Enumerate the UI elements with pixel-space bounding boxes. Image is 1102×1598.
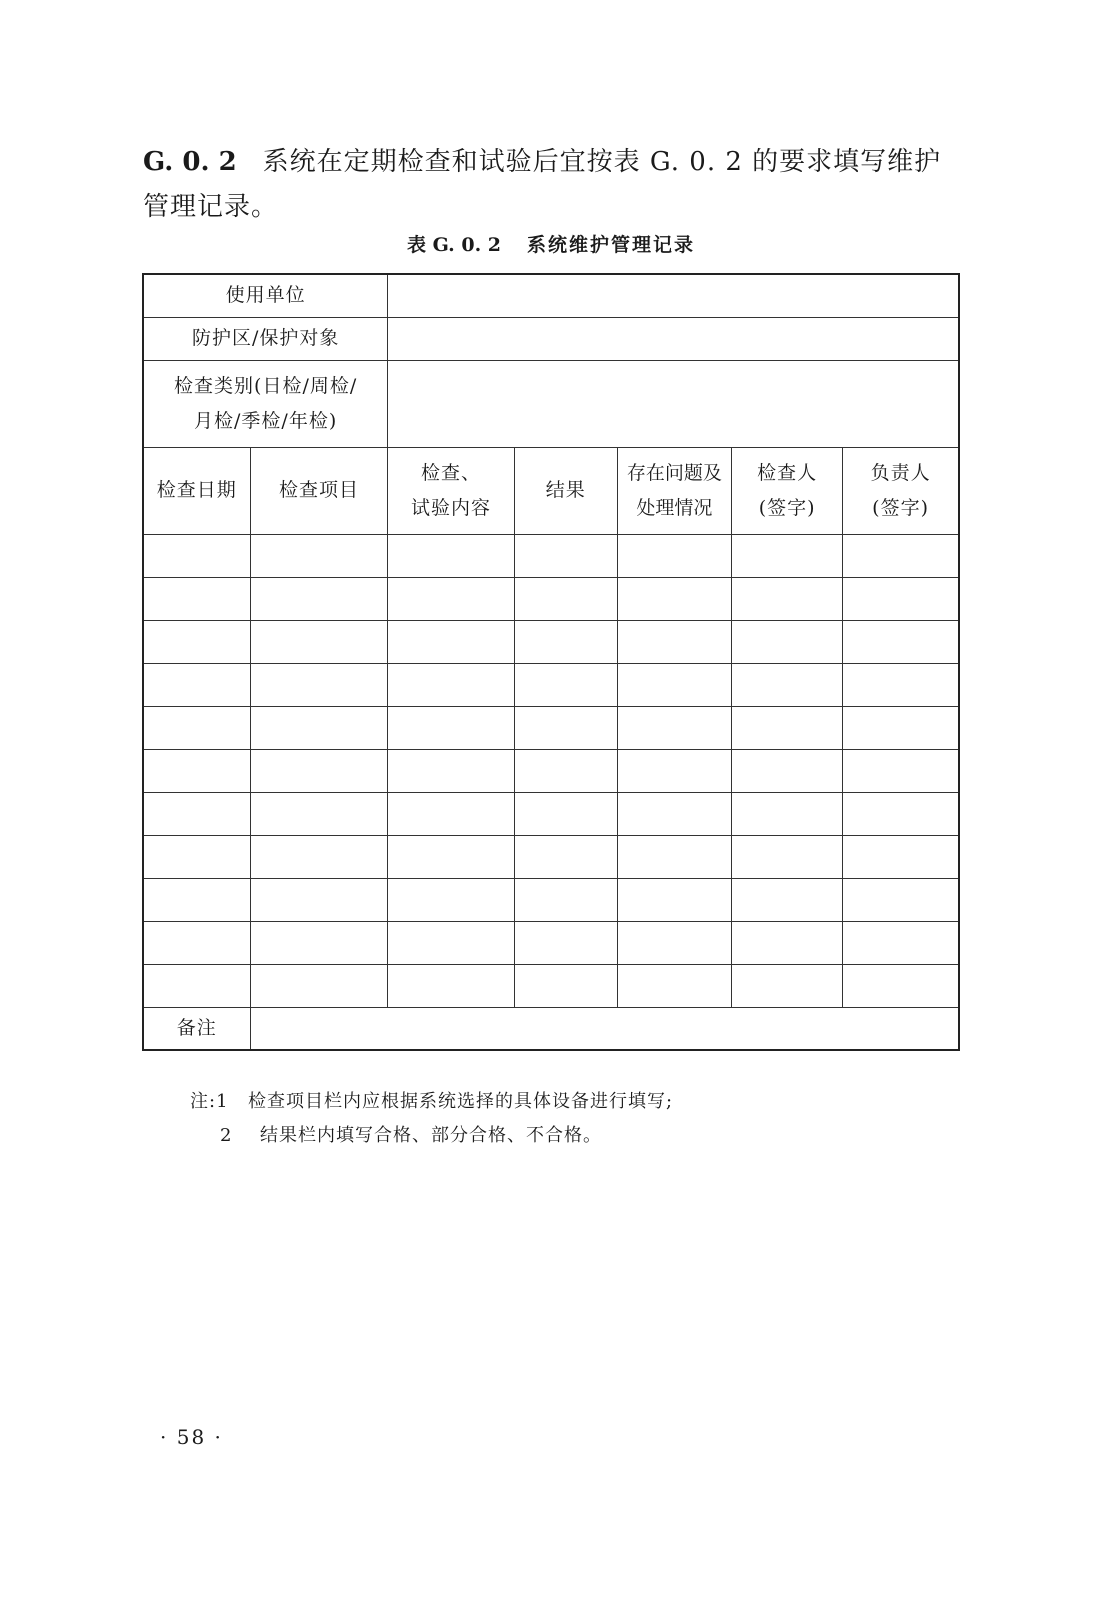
blank-cell (843, 749, 959, 792)
blank-cell (732, 878, 843, 921)
blank-cell (843, 921, 959, 964)
label-protection-zone: 防护区/保护对象 (143, 317, 388, 360)
blank-cell (388, 534, 514, 577)
blank-cell (250, 964, 388, 1007)
blank-cell (250, 534, 388, 577)
blank-cell (514, 964, 617, 1007)
table-row (143, 577, 959, 620)
label-unit: 使用单位 (143, 274, 388, 317)
blank-cell (514, 663, 617, 706)
note-lead (190, 1085, 248, 1119)
remarks-row (143, 1007, 959, 1050)
blank-cell (843, 792, 959, 835)
blank-cell (617, 706, 731, 749)
table-row (143, 534, 959, 577)
value-unit (388, 274, 959, 317)
clause-number: G. 0. 2 (143, 147, 237, 177)
blank-cell (143, 706, 250, 749)
blank-cell (388, 749, 514, 792)
blank-cell (514, 792, 617, 835)
label-inspection-type (143, 360, 388, 447)
blank-cell (617, 921, 731, 964)
table-row (143, 360, 959, 447)
blank-cell (388, 921, 514, 964)
label-line: 检查类别(日检/周检/ (174, 374, 358, 397)
blank-cell (250, 663, 388, 706)
header-line: 处理情况 (636, 496, 713, 519)
blank-cell (388, 620, 514, 663)
table-row (143, 792, 959, 835)
blank-cell (514, 835, 617, 878)
maintenance-record-table (142, 273, 960, 1051)
table-row (143, 274, 959, 317)
header-test-content (388, 447, 514, 534)
header-line: 存在问题及 (626, 461, 722, 484)
header-row (143, 447, 959, 534)
blank-cell (143, 749, 250, 792)
table-row (143, 317, 959, 360)
blank-cell (617, 792, 731, 835)
header-line: 检查项目 (278, 479, 359, 501)
header-line: 结果 (545, 479, 586, 501)
blank-cell (250, 706, 388, 749)
blank-cell (143, 577, 250, 620)
table-title: 系统维护管理记录 (527, 234, 696, 256)
blank-cell (617, 663, 731, 706)
note-number: 2 (220, 1125, 233, 1146)
blank-cell (143, 663, 250, 706)
blank-cell (250, 749, 388, 792)
table-row (143, 706, 959, 749)
blank-cell (617, 964, 731, 1007)
blank-cell (843, 964, 959, 1007)
blank-cell (843, 534, 959, 577)
blank-cell (514, 921, 617, 964)
blank-cell (732, 835, 843, 878)
blank-cell (617, 534, 731, 577)
blank-cell (143, 792, 250, 835)
header-responsible (843, 447, 959, 534)
blank-cell (514, 620, 617, 663)
blank-cell (250, 878, 388, 921)
table-row (143, 921, 959, 964)
blank-cell (143, 964, 250, 1007)
page-number: · 58 · (160, 1425, 223, 1449)
blank-cell (250, 921, 388, 964)
note-text: 结果栏内填写合格、部分合格、不合格。 (260, 1125, 602, 1146)
blank-cell (388, 577, 514, 620)
blank-cell (617, 577, 731, 620)
remarks-label: 备注 (143, 1007, 250, 1050)
header-line: 检查、 (421, 461, 482, 484)
blank-cell (388, 663, 514, 706)
blank-cell (143, 620, 250, 663)
header-check-item (250, 447, 388, 534)
table-row (143, 663, 959, 706)
blank-cell (732, 577, 843, 620)
header-inspector (732, 447, 843, 534)
blank-cell (732, 921, 843, 964)
blank-cell (732, 792, 843, 835)
blank-cell (143, 921, 250, 964)
blank-cell (388, 792, 514, 835)
remarks-value (250, 1007, 959, 1050)
blank-cell (143, 835, 250, 878)
blank-cell (617, 878, 731, 921)
header-line: 负责人 (870, 461, 931, 484)
table-row (143, 835, 959, 878)
blank-cell (514, 706, 617, 749)
blank-rows (143, 534, 959, 1007)
blank-cell (388, 706, 514, 749)
value-protection-zone (388, 317, 959, 360)
blank-cell (514, 534, 617, 577)
blank-cell (250, 792, 388, 835)
body-paragraph (143, 140, 963, 230)
table-row (143, 749, 959, 792)
blank-cell (388, 964, 514, 1007)
blank-cell (250, 577, 388, 620)
blank-cell (732, 964, 843, 1007)
blank-cell (732, 663, 843, 706)
header-line: 试验内容 (411, 496, 492, 519)
blank-cell (843, 577, 959, 620)
blank-cell (388, 835, 514, 878)
blank-cell (732, 749, 843, 792)
blank-cell (388, 878, 514, 921)
blank-cell (143, 534, 250, 577)
table-row (143, 620, 959, 663)
blank-cell (250, 620, 388, 663)
table-notes (190, 1085, 673, 1153)
header-check-date (143, 447, 250, 534)
header-result (514, 447, 617, 534)
blank-cell (617, 749, 731, 792)
blank-cell (843, 878, 959, 921)
note-item (190, 1119, 673, 1153)
blank-cell (732, 620, 843, 663)
blank-cell (617, 835, 731, 878)
header-line: 检查日期 (156, 479, 237, 501)
header-line: 检查人 (757, 461, 818, 484)
table-number: 表 G. 0. 2 (406, 234, 502, 256)
blank-cell (843, 620, 959, 663)
header-line: (签字) (872, 496, 929, 519)
blank-cell (143, 878, 250, 921)
blank-cell (514, 878, 617, 921)
note-prefix: 注: (190, 1091, 217, 1112)
table-row (143, 964, 959, 1007)
note-text: 检查项目栏内应根据系统选择的具体设备进行填写; (248, 1091, 674, 1112)
blank-cell (732, 534, 843, 577)
value-inspection-type (388, 360, 959, 447)
blank-cell (732, 706, 843, 749)
clause-text: 系统在定期检查和试验后宜按表 G. 0. 2 的要求填写维护管理记录。 (143, 147, 942, 222)
blank-cell (843, 706, 959, 749)
note-item (190, 1085, 673, 1119)
blank-cell (250, 835, 388, 878)
blank-cell (843, 835, 959, 878)
blank-cell (514, 577, 617, 620)
blank-cell (843, 663, 959, 706)
header-issues (617, 447, 731, 534)
blank-cell (617, 620, 731, 663)
blank-cell (514, 749, 617, 792)
table-caption (0, 230, 1102, 257)
note-number: 1 (216, 1091, 229, 1112)
table-row (143, 878, 959, 921)
header-line: (签字) (758, 496, 816, 519)
label-line: 月检/季检/年检) (194, 409, 338, 432)
